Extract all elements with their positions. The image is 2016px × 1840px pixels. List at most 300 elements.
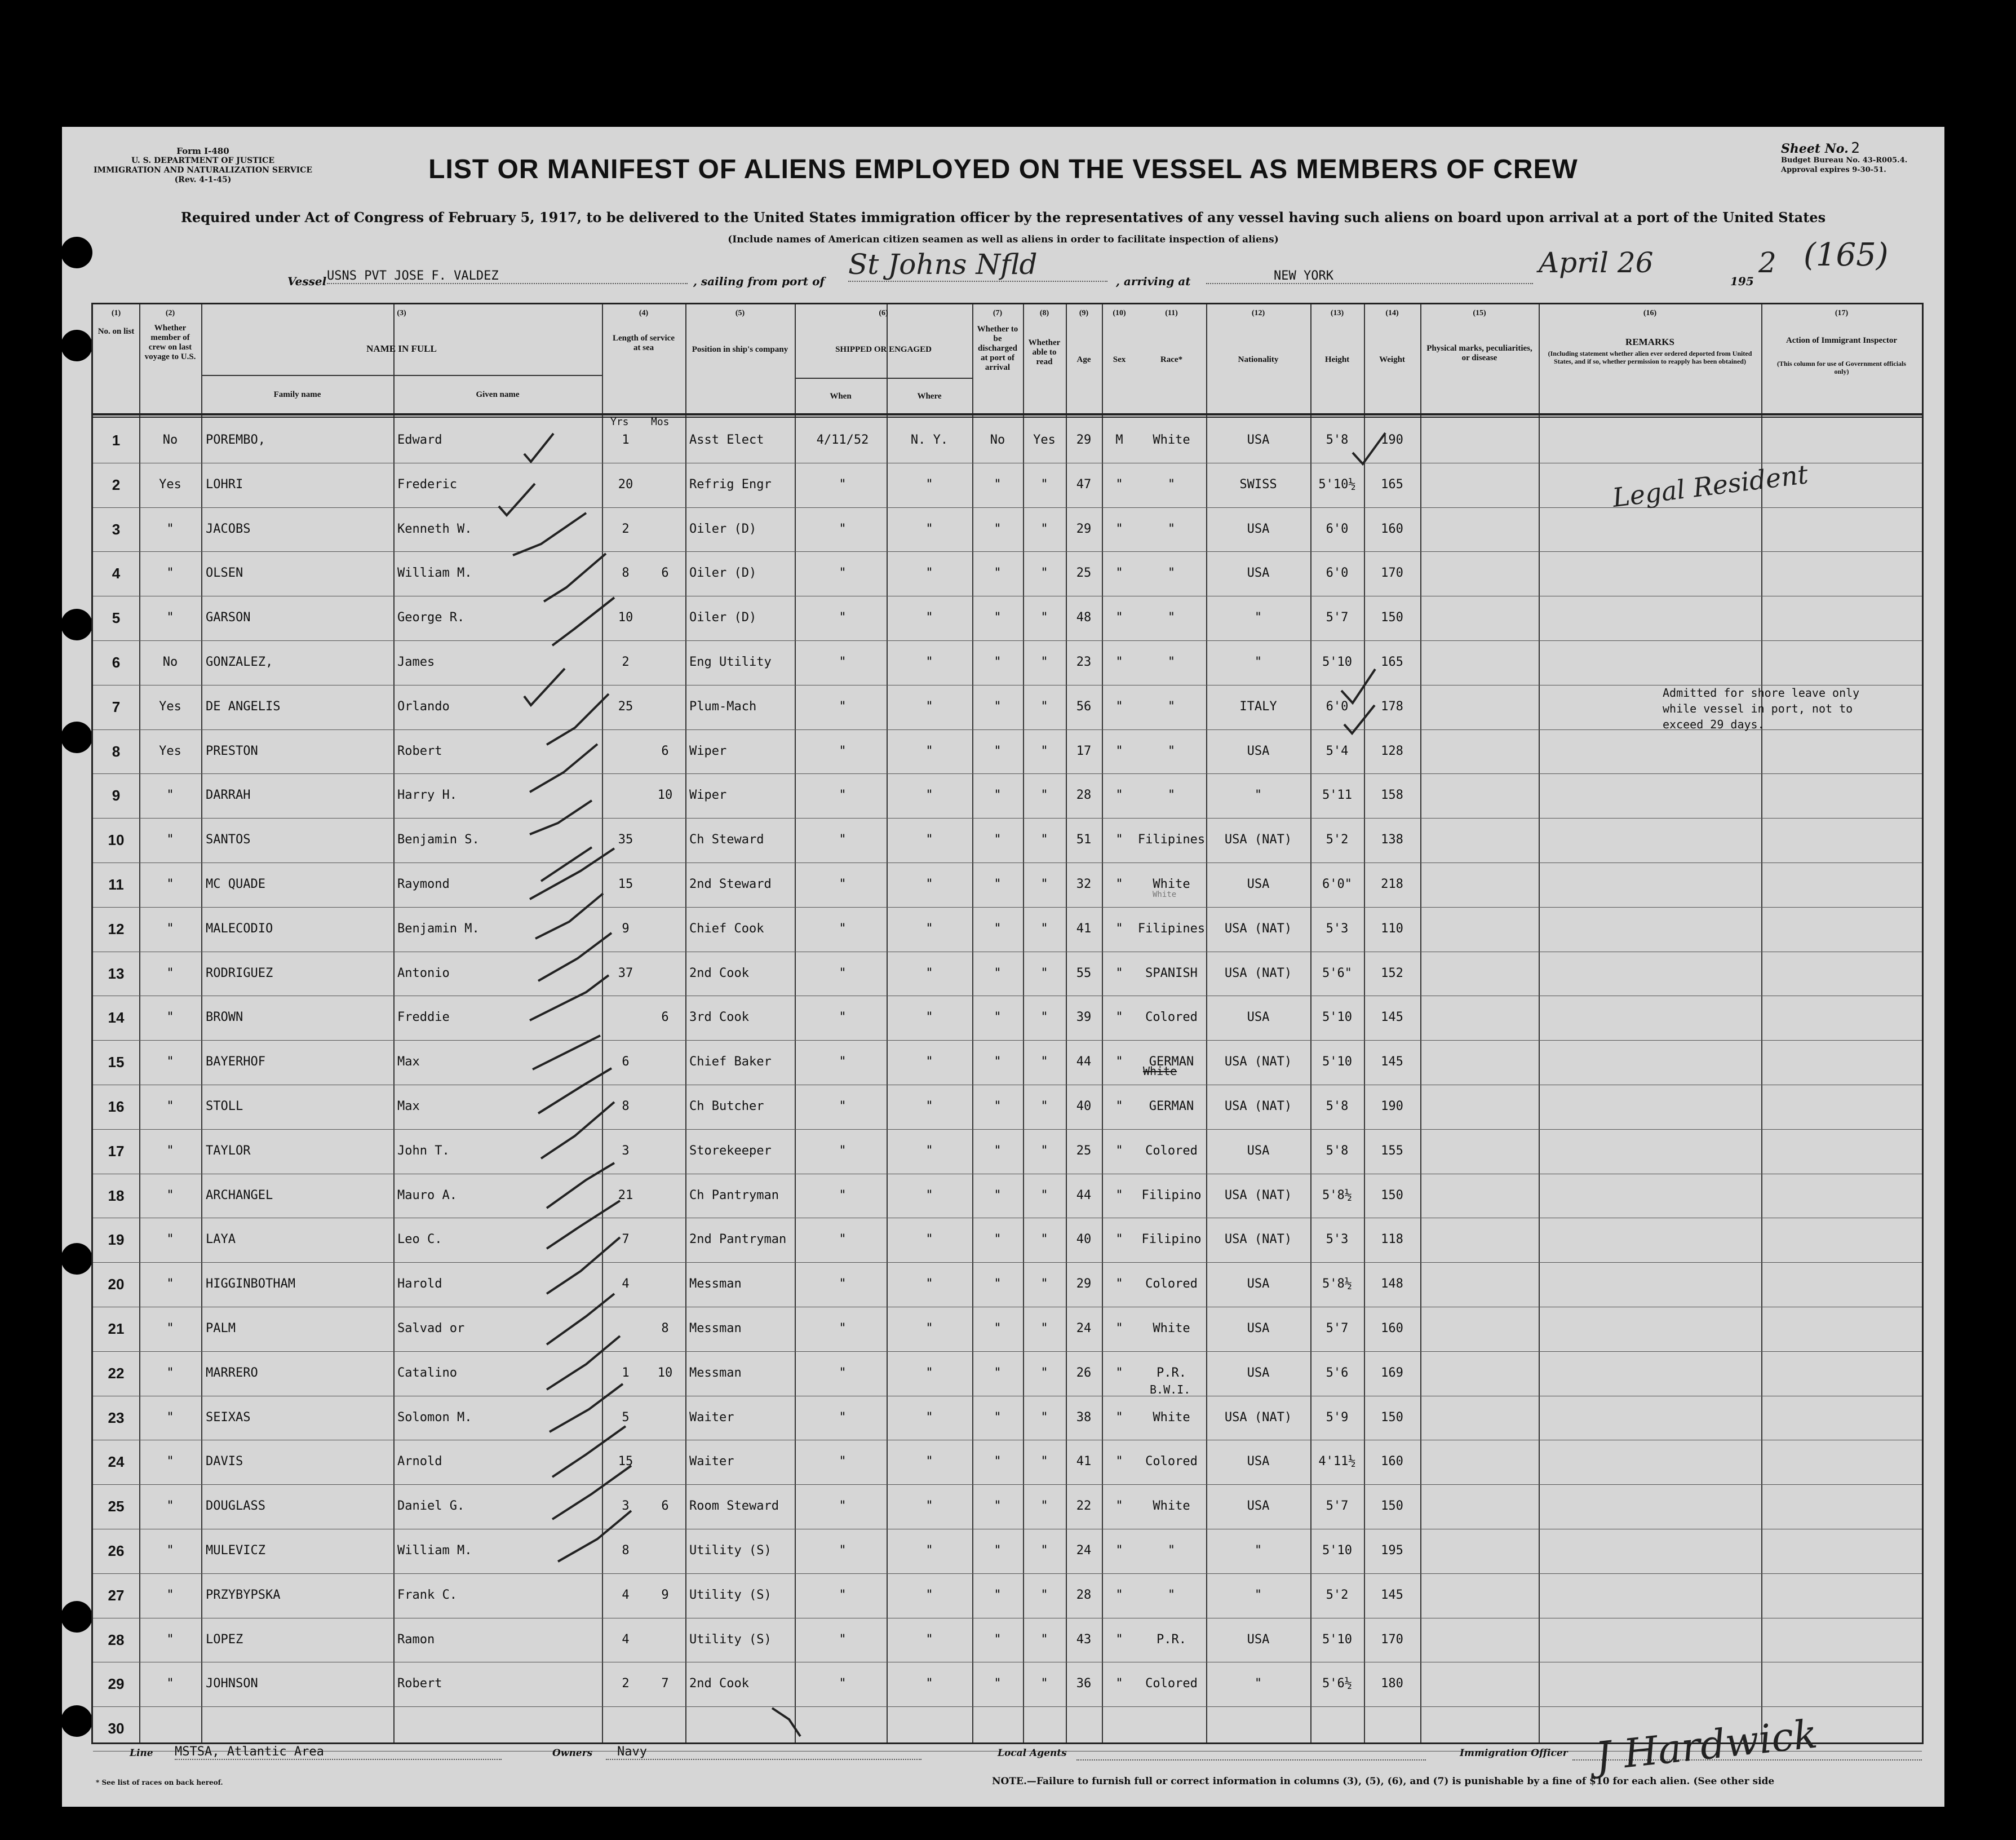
row-number: 29: [108, 1675, 125, 1693]
cell-age: 25: [1076, 566, 1092, 581]
arrival-date: April 26: [1539, 246, 1654, 279]
cell-given: Max: [397, 1055, 420, 1069]
cell-sex: M: [1115, 433, 1123, 447]
col-num: (4): [639, 309, 649, 317]
col-num: (15): [1473, 309, 1486, 317]
cell-given: Robert: [397, 1677, 442, 1691]
cell-when: ": [839, 477, 847, 492]
cell-disch: ": [994, 1365, 1002, 1380]
cell-family: PRZYBYPSKA: [206, 1587, 281, 1602]
row-number: 3: [112, 520, 121, 538]
year-printed: 195: [1730, 275, 1754, 288]
cell-given: Daniel G.: [397, 1499, 465, 1514]
row-number: 6: [112, 654, 121, 671]
col-header-age: Age: [1076, 355, 1091, 364]
col-header-race: Race*: [1160, 355, 1183, 364]
cell-nat: USA: [1247, 1010, 1270, 1025]
cell-ht: 5'6½: [1322, 1677, 1352, 1691]
cell-pos: Ch Butcher: [689, 1099, 764, 1113]
cell-family: OLSEN: [206, 566, 243, 581]
cell-read: ": [1040, 1587, 1048, 1602]
cell-age: 40: [1076, 1099, 1092, 1113]
row-number: 24: [108, 1453, 125, 1471]
cell-sex: ": [1115, 699, 1123, 714]
cell-where: ": [925, 1188, 933, 1202]
cell-given: Catalino: [397, 1365, 457, 1380]
cell-given: William M.: [397, 1543, 472, 1558]
cell-sex: ": [1115, 1143, 1123, 1158]
cell-disch: ": [994, 1143, 1002, 1158]
cell-disch: ": [994, 788, 1002, 803]
cell-age: 56: [1076, 699, 1092, 714]
cell-read: ": [1040, 611, 1048, 625]
cell-wt: 148: [1381, 1277, 1403, 1291]
cell-prev: ": [166, 1055, 174, 1069]
cell-prev: ": [166, 877, 174, 891]
cell-pos: Wiper: [689, 788, 727, 803]
cell-family: MARRERO: [206, 1365, 258, 1380]
cell-wt: 150: [1381, 1499, 1403, 1514]
cell-ht: 5'6": [1322, 966, 1352, 980]
cell-ht: 5'7: [1326, 1499, 1349, 1514]
cell-pos: Chief Baker: [689, 1055, 772, 1069]
vessel-label: Vessel: [287, 275, 327, 288]
cell-prev: Yes: [159, 744, 181, 758]
cell-prev: ": [166, 1099, 174, 1113]
cell-family: TAYLOR: [206, 1143, 251, 1158]
cell-race: ": [1167, 1587, 1176, 1602]
row-number: 25: [108, 1498, 125, 1515]
cell-pos: Eng Utility: [689, 655, 772, 669]
cell-mos: 10: [657, 1365, 673, 1380]
cell-given: George R.: [397, 611, 465, 625]
cell-when: ": [839, 611, 847, 625]
cell-wt: 170: [1381, 566, 1403, 581]
cell-sex: ": [1115, 1499, 1123, 1514]
cell-wt: 160: [1381, 521, 1403, 536]
cell-when: ": [839, 1499, 847, 1514]
cell-age: 29: [1076, 1277, 1092, 1291]
cell-read: ": [1040, 521, 1048, 536]
cell-nat: USA: [1247, 744, 1270, 758]
sheet-label: Sheet No.: [1781, 141, 1849, 156]
cell-age: 55: [1076, 966, 1092, 980]
cell-wt: 195: [1381, 1543, 1403, 1558]
col-header-service: Length of service at sea: [613, 334, 675, 352]
cell-age: 48: [1076, 611, 1092, 625]
cell-age: 44: [1076, 1055, 1092, 1069]
revision: (Rev. 4-1-45): [174, 175, 232, 184]
col-num: (7): [993, 309, 1003, 317]
sheet-number: 2: [1851, 140, 1860, 157]
cell-prev: ": [166, 833, 174, 847]
cell-ht: 5'10: [1322, 1055, 1352, 1069]
cell-yrs: 8: [622, 1099, 630, 1113]
cell-wt: 150: [1381, 1410, 1403, 1425]
cell-age: 39: [1076, 1010, 1092, 1025]
cell-prev: ": [166, 1543, 174, 1558]
row-number: 12: [108, 920, 125, 937]
cell-age: 44: [1076, 1188, 1092, 1202]
cell-read: ": [1040, 1099, 1048, 1113]
col-num: (10): [1113, 309, 1126, 317]
cell-when: ": [839, 1321, 847, 1335]
cell-given: Mauro A.: [397, 1188, 457, 1202]
cell-age: 43: [1076, 1632, 1092, 1647]
cell-ht: 5'3: [1326, 1232, 1349, 1247]
cell-read: ": [1040, 566, 1048, 581]
cell-where: ": [925, 655, 933, 669]
cell-sex: ": [1115, 1321, 1123, 1335]
cell-race: Filipines: [1137, 921, 1206, 936]
cell-family: PALM: [206, 1321, 236, 1335]
cell-race: White: [1153, 1499, 1190, 1514]
cell-sex: ": [1115, 1543, 1123, 1558]
cell-read: ": [1040, 1499, 1048, 1514]
cell-nat: USA (NAT): [1224, 1410, 1292, 1425]
cell-prev: ": [166, 966, 174, 980]
cell-ht: 5'7: [1326, 611, 1349, 625]
cell-wt: 138: [1381, 833, 1403, 847]
cell-when: ": [839, 1365, 847, 1380]
cell-ht: 6'0: [1326, 521, 1349, 536]
cell-disch: ": [994, 1410, 1002, 1425]
cell-prev: ": [166, 1321, 174, 1335]
cell-race: Colored: [1145, 1677, 1198, 1691]
small-white-note: White: [1153, 890, 1177, 899]
col-header-action-sub: (This column for use of Government officials only): [1776, 360, 1907, 375]
cell-yrs: 2: [622, 1677, 630, 1691]
cell-where: ": [925, 921, 933, 936]
cell-prev: ": [166, 1499, 174, 1514]
cell-read: ": [1040, 1677, 1048, 1691]
cell-pos: 3rd Cook: [689, 1010, 749, 1025]
cell-disch: ": [994, 1587, 1002, 1602]
cell-yrs: 4: [622, 1277, 630, 1291]
subtitle: Required under Act of Congress of February 5, 1917, to be delivered to the United States immigration officer by the representatives of any vessel having such aliens on board upon arrival at a port of the United States: [180, 209, 1826, 225]
col-num: (1): [111, 309, 121, 317]
cell-where: ": [925, 1143, 933, 1158]
cell-where: ": [925, 1010, 933, 1025]
col-num: (5): [735, 309, 745, 317]
cell-mos: 8: [661, 1321, 669, 1335]
footnote: * See list of races on back hereof.: [96, 1779, 223, 1786]
cell-nat: USA (NAT): [1224, 1188, 1292, 1202]
cell-yrs: 35: [618, 833, 633, 847]
cell-given: Benjamin S.: [397, 833, 480, 847]
cell-ht: 5'4: [1326, 744, 1349, 758]
cell-race: Colored: [1145, 1143, 1198, 1158]
cell-prev: ": [166, 1677, 174, 1691]
cell-disch: ": [994, 521, 1002, 536]
cell-read: ": [1040, 921, 1048, 936]
cell-given: Frederic: [397, 477, 457, 492]
cell-disch: ": [994, 611, 1002, 625]
cell-given: Antonio: [397, 966, 450, 980]
cell-race: Colored: [1145, 1010, 1198, 1025]
col-header-no: No. on list: [98, 327, 135, 336]
sailing-label: , sailing from port of: [693, 275, 825, 288]
cell-sex: ": [1115, 1188, 1123, 1202]
cell-pos: Ch Pantryman: [689, 1188, 779, 1202]
cell-ht: 6'0: [1326, 566, 1349, 581]
cell-when: ": [839, 1677, 847, 1691]
cell-disch: ": [994, 1543, 1002, 1558]
cell-prev: ": [166, 1454, 174, 1469]
cell-race: White: [1153, 1321, 1190, 1335]
cell-where: ": [925, 788, 933, 803]
service: IMMIGRATION AND NATURALIZATION SERVICE: [94, 166, 312, 175]
cell-race: ": [1167, 1543, 1176, 1558]
cell-pos: Messman: [689, 1365, 742, 1380]
cell-prev: ": [166, 611, 174, 625]
col-num: (11): [1165, 309, 1178, 317]
cell-yrs: 21: [618, 1188, 633, 1202]
col-header-sex: Sex: [1113, 355, 1126, 364]
col-header-nationality: Nationality: [1238, 355, 1279, 364]
cell-nat: USA (NAT): [1224, 833, 1292, 847]
cell-read: Yes: [1033, 433, 1056, 447]
cell-yrs: 25: [618, 699, 633, 714]
cell-read: ": [1040, 1010, 1048, 1025]
cell-given: Max: [397, 1099, 420, 1113]
cell-wt: 160: [1381, 1454, 1403, 1469]
cell-age: 28: [1076, 788, 1092, 803]
cell-yrs: 37: [618, 966, 633, 980]
cell-prev: ": [166, 788, 174, 803]
cell-nat: ": [1254, 1677, 1262, 1691]
col-num: (8): [1039, 309, 1049, 317]
cell-given: Orlando: [397, 699, 450, 714]
cell-when: ": [839, 566, 847, 581]
row-number: 21: [108, 1320, 125, 1337]
cell-disch: ": [994, 1188, 1002, 1202]
cell-wt: 118: [1381, 1232, 1403, 1247]
cell-wt: 150: [1381, 611, 1403, 625]
cell-wt: 190: [1381, 433, 1403, 447]
cell-wt: 180: [1381, 1677, 1403, 1691]
owners-label: Owners: [552, 1748, 593, 1759]
cell-nat: SWISS: [1239, 477, 1277, 492]
cell-age: 51: [1076, 833, 1092, 847]
cell-prev: ": [166, 1365, 174, 1380]
cell-race: ": [1167, 521, 1176, 536]
crew-count: (165): [1804, 237, 1889, 273]
budget-bureau: Budget Bureau No. 43-R005.4.: [1781, 156, 1908, 165]
cell-sex: ": [1115, 1010, 1123, 1025]
cell-prev: No: [162, 655, 178, 669]
cell-nat: ITALY: [1239, 699, 1277, 714]
cell-family: SANTOS: [206, 833, 251, 847]
cell-family: BROWN: [206, 1010, 243, 1025]
col-num: (12): [1251, 309, 1265, 317]
cell-read: ": [1040, 1543, 1048, 1558]
cell-where: ": [925, 1499, 933, 1514]
cell-given: Ramon: [397, 1632, 435, 1647]
row-number: 18: [108, 1187, 125, 1204]
sailing-port: St Johns Nfld: [848, 248, 1107, 282]
cell-ht: 5'11: [1322, 788, 1352, 803]
cell-prev: ": [166, 921, 174, 936]
cell-sex: ": [1115, 1632, 1123, 1647]
cell-disch: ": [994, 833, 1002, 847]
cell-prev: ": [166, 566, 174, 581]
cell-given: William M.: [397, 566, 472, 581]
col-header-shipped: SHIPPED OR ENGAGED: [835, 345, 932, 354]
cell-nat: USA (NAT): [1224, 966, 1292, 980]
cell-mos: 7: [661, 1677, 669, 1691]
cell-when: ": [839, 744, 847, 758]
cell-mos: 6: [661, 744, 669, 758]
cell-race: Filipino: [1141, 1188, 1202, 1202]
col-num: (16): [1643, 309, 1657, 317]
cell-given: James: [397, 655, 435, 669]
col-header-read: Whether able to read: [1028, 338, 1061, 366]
cell-read: ": [1040, 699, 1048, 714]
cell-nat: USA: [1247, 1277, 1270, 1291]
cell-nat: USA: [1247, 433, 1270, 447]
cell-age: 25: [1076, 1143, 1092, 1158]
cell-sex: ": [1115, 744, 1123, 758]
cell-sex: ": [1115, 477, 1123, 492]
cell-wt: 170: [1381, 1632, 1403, 1647]
cell-nat: ": [1254, 1587, 1262, 1602]
cell-ht: 5'10: [1322, 1543, 1352, 1558]
cell-family: MALECODIO: [206, 921, 273, 936]
cell-sex: ": [1115, 1410, 1123, 1425]
cell-disch: ": [994, 1099, 1002, 1113]
cell-family: DAVIS: [206, 1454, 243, 1469]
cell-sex: ": [1115, 921, 1123, 936]
cell-sex: ": [1115, 1587, 1123, 1602]
cell-sex: ": [1115, 966, 1123, 980]
col-num: (2): [165, 309, 175, 317]
cell-read: ": [1040, 1365, 1048, 1380]
cell-race: White: [1153, 1410, 1190, 1425]
cell-where: ": [925, 744, 933, 758]
cell-when: ": [839, 1587, 847, 1602]
cell-disch: ": [994, 1232, 1002, 1247]
cell-when: ": [839, 699, 847, 714]
cell-prev: ": [166, 1188, 174, 1202]
cell-disch: ": [994, 477, 1002, 492]
cell-family: DARRAH: [206, 788, 251, 803]
cell-pos: Asst Elect: [689, 433, 764, 447]
cell-family: POREMBO,: [206, 433, 265, 447]
cell-race: Filipino: [1141, 1232, 1202, 1247]
cell-when: ": [839, 966, 847, 980]
cell-read: ": [1040, 1454, 1048, 1469]
cell-prev: ": [166, 1010, 174, 1025]
cell-pos: Oiler (D): [689, 566, 757, 581]
cell-disch: ": [994, 1010, 1002, 1025]
cell-family: DOUGLASS: [206, 1499, 265, 1514]
cell-race: ": [1167, 788, 1176, 803]
cell-disch: ": [994, 966, 1002, 980]
cell-nat: USA (NAT): [1224, 1055, 1292, 1069]
cell-age: 41: [1076, 921, 1092, 936]
cell-ht: 5'10: [1322, 1010, 1352, 1025]
row-number: 13: [108, 965, 125, 982]
row-number: 14: [108, 1009, 125, 1027]
cell-prev: ": [166, 521, 174, 536]
cell-read: ": [1040, 1321, 1048, 1335]
col-header-remarks-sub: (Including statement whether alien ever ordered deported from United States, and if so, whether permission to reapply has been obtained): [1548, 350, 1752, 365]
owners-value: Navy: [606, 1745, 921, 1760]
cell-where: ": [925, 1587, 933, 1602]
cell-pos: Utility (S): [689, 1543, 772, 1558]
cell-disch: ": [994, 699, 1002, 714]
cell-read: ": [1040, 1632, 1048, 1647]
row-number: 7: [112, 698, 121, 715]
cell-prev: Yes: [159, 699, 181, 714]
cell-family: RODRIGUEZ: [206, 966, 273, 980]
cell-where: ": [925, 1454, 933, 1469]
cell-given: Freddie: [397, 1010, 450, 1025]
cell-sex: ": [1115, 833, 1123, 847]
col-header-height: Height: [1324, 355, 1350, 364]
cell-wt: 160: [1381, 1321, 1403, 1335]
cell-when: ": [839, 788, 847, 803]
cell-race: GERMAN: [1149, 1055, 1194, 1069]
cell-given: Raymond: [397, 877, 450, 891]
cell-wt: 158: [1381, 788, 1403, 803]
row-number: 8: [112, 742, 121, 760]
cell-race: ": [1167, 477, 1176, 492]
mos-label: Mos: [651, 416, 670, 428]
local-agents-label: Local Agents: [998, 1748, 1067, 1759]
cell-given: Benjamin M.: [397, 921, 480, 936]
cell-read: ": [1040, 1188, 1048, 1202]
row-number: 1: [112, 432, 121, 449]
cell-ht: 4'11½: [1318, 1454, 1356, 1469]
department: U. S. DEPARTMENT OF JUSTICE: [131, 156, 274, 165]
cell-age: 17: [1076, 744, 1092, 758]
row-number: 16: [108, 1098, 125, 1115]
cell-wt: 165: [1381, 477, 1403, 492]
cell-read: ": [1040, 1232, 1048, 1247]
cell-race: Colored: [1145, 1277, 1198, 1291]
cell-nat: USA: [1247, 1321, 1270, 1335]
cell-race: Filipines: [1137, 833, 1206, 847]
cell-disch: ": [994, 1277, 1002, 1291]
form-number: Form I-480: [176, 146, 229, 156]
cell-yrs: 15: [618, 877, 633, 891]
cell-family: JACOBS: [206, 521, 251, 536]
cell-read: ": [1040, 1055, 1048, 1069]
cell-when: ": [839, 921, 847, 936]
arriving-label: , arriving at: [1116, 275, 1191, 288]
row-number: 28: [108, 1631, 125, 1648]
cell-prev: ": [166, 1232, 174, 1247]
page-title: LIST OR MANIFEST OF ALIENS EMPLOYED ON THE VESSEL AS MEMBERS OF CREW: [428, 154, 1578, 184]
cell-nat: USA: [1247, 1143, 1270, 1158]
row-number: 20: [108, 1276, 125, 1293]
cell-where: ": [925, 1677, 933, 1691]
cell-pos: 2nd Steward: [689, 877, 772, 891]
cell-ht: 5'8: [1326, 433, 1349, 447]
cell-when: ": [839, 521, 847, 536]
cell-yrs: 20: [618, 477, 633, 492]
col-num: (13): [1330, 309, 1344, 317]
cell-where: ": [925, 1232, 933, 1247]
cell-pos: 2nd Cook: [689, 1677, 749, 1691]
cell-nat: USA: [1247, 877, 1270, 891]
cell-age: 29: [1076, 433, 1092, 447]
cell-disch: ": [994, 1055, 1002, 1069]
cell-family: LOPEZ: [206, 1632, 243, 1647]
row-number: 26: [108, 1542, 125, 1559]
